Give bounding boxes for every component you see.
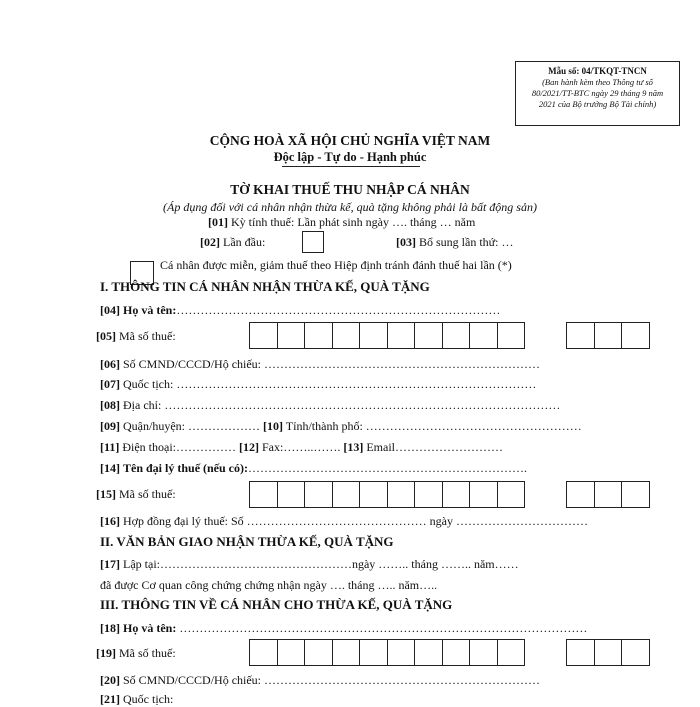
tin-digit-box[interactable] (442, 322, 471, 349)
field-16-row (100, 514, 588, 529)
tin-digit-box[interactable] (566, 322, 595, 349)
tin-digit-box[interactable] (414, 639, 443, 666)
field-21-text: Quốc tịch: (123, 692, 174, 706)
tin-digit-box[interactable] (621, 322, 650, 349)
field-18-row (100, 621, 587, 636)
field-09-text: Quận/huyện: ……………… (123, 419, 263, 433)
field-05-label: Mã số thuế: (119, 329, 176, 343)
field-07-number: [07] (100, 377, 120, 391)
tin-digit-box[interactable] (359, 322, 388, 349)
field-14-number: [14] (100, 461, 120, 475)
tin-digit-box[interactable] (594, 481, 623, 508)
field-19-label: Mã số thuế: (119, 646, 176, 660)
tin-digit-box[interactable] (497, 322, 526, 349)
tin-digit-box[interactable] (469, 639, 498, 666)
field-19-tin-boxes-main[interactable] (249, 639, 525, 666)
tin-digit-box[interactable] (277, 322, 306, 349)
field-15-tin-boxes-main[interactable] (249, 481, 525, 508)
field-02-label: Lần đầu: (223, 235, 266, 249)
tin-digit-box[interactable] (594, 639, 623, 666)
field-01-row (208, 215, 475, 230)
field-05-tin-boxes-branch[interactable] (566, 322, 650, 349)
field-01-text: Kỳ tính thuế: Lần phát sinh ngày …. tháng … năm (231, 215, 476, 229)
field-07-row (100, 377, 536, 392)
tin-digit-box[interactable] (621, 481, 650, 508)
field-17-text: Lập tại:…………………………………………ngày …….. tháng …….. năm…… (123, 557, 519, 571)
field-13-text: Email……………………… (366, 440, 504, 454)
tin-digit-box[interactable] (332, 481, 361, 508)
tin-digit-box[interactable] (621, 639, 650, 666)
notary-line: đã được Cơ quan công chứng chứng nhận ngày …. tháng ….. năm….. (100, 578, 438, 592)
tin-digit-box[interactable] (497, 639, 526, 666)
field-20-text: Số CMND/CCCD/Hộ chiếu: …………………………………………………………… (123, 673, 541, 687)
form-subtitle: (Áp dụng đối với cá nhân nhận thừa kế, quà tặng không phải là bất động sản) (163, 200, 537, 214)
field-18-dots: ………………………………………………………………………………………… (179, 621, 588, 635)
tin-digit-box[interactable] (249, 322, 278, 349)
tin-digit-box[interactable] (332, 322, 361, 349)
field-06-row (100, 357, 540, 372)
tin-digit-box[interactable] (414, 322, 443, 349)
field-17-number: [17] (100, 557, 120, 571)
first-time-checkbox[interactable] (302, 231, 324, 253)
field-08-text: Địa chỉ: ……………………………………………………………………………………… (123, 398, 561, 412)
field-19-tin-boxes-branch[interactable] (566, 639, 650, 666)
field-04-number: [04] (100, 303, 120, 317)
field-04-label: Họ và tên: (123, 303, 177, 317)
field-14-label: Tên đại lý thuế (nếu có): (123, 461, 249, 475)
form-code-note-2: 80/2021/TT-BTC ngày 29 tháng 9 năm (531, 88, 664, 98)
tin-digit-box[interactable] (249, 481, 278, 508)
tin-digit-box[interactable] (359, 481, 388, 508)
field-03-label: Bổ sung lần thứ: … (419, 235, 514, 249)
field-15-tin-boxes-branch[interactable] (566, 481, 650, 508)
field-15-label: Mã số thuế: (119, 487, 176, 501)
tin-digit-box[interactable] (304, 322, 333, 349)
field-14-dots: ……………………………………………………………. (248, 461, 528, 475)
field-07-text: Quốc tịch: ……………………………………………………………………………… (123, 377, 537, 391)
field-11-text: Điện thoại:…………… (122, 440, 236, 454)
field-15-row (96, 487, 176, 502)
field-20-number: [20] (100, 673, 120, 687)
tin-digit-box[interactable] (332, 639, 361, 666)
field-02-number: [02] (200, 235, 220, 249)
section-1-heading: I. THÔNG TIN CÁ NHÂN NHẬN THỪA KẾ, QUÀ TẶNG (100, 279, 430, 294)
field-20-row (100, 673, 540, 688)
tin-digit-box[interactable] (249, 639, 278, 666)
tin-digit-box[interactable] (469, 481, 498, 508)
tin-digit-box[interactable] (304, 639, 333, 666)
tin-digit-box[interactable] (566, 481, 595, 508)
tin-digit-box[interactable] (414, 481, 443, 508)
field-05-row (96, 329, 176, 344)
field-11-number: [11] (100, 440, 120, 454)
field-03-row (396, 235, 514, 250)
field-16-number: [16] (100, 514, 120, 528)
field-08-number: [08] (100, 398, 120, 412)
tin-digit-box[interactable] (277, 639, 306, 666)
field-05-tin-boxes-main[interactable] (249, 322, 525, 349)
tin-digit-box[interactable] (359, 639, 388, 666)
treaty-exemption-label: Cá nhân được miễn, giảm thuế theo Hiệp định tránh đánh thuế hai lần (*) (160, 258, 512, 272)
field-12-number: [12] (239, 440, 259, 454)
form-code-note-1: (Ban hành kèm theo Thông tư số (542, 77, 653, 87)
field-06-text: Số CMND/CCCD/Hộ chiếu: …………………………………………………………… (123, 357, 541, 371)
tin-digit-box[interactable] (497, 481, 526, 508)
tin-digit-box[interactable] (387, 481, 416, 508)
form-code-note-3: 2021 của Bộ trưởng Bộ Tài chính) (538, 99, 657, 109)
section-3-heading: III. THÔNG TIN VỀ CÁ NHÂN CHO THỪA KẾ, QUÀ TẶNG (100, 597, 453, 612)
motto-underline (282, 166, 420, 167)
form-code: Mẫu số: 04/TKQT-TNCN (548, 66, 647, 76)
tin-digit-box[interactable] (442, 481, 471, 508)
tin-digit-box[interactable] (304, 481, 333, 508)
field-12-text: Fax:……..……. (262, 440, 341, 454)
tin-digit-box[interactable] (442, 639, 471, 666)
field-09-number: [09] (100, 419, 120, 433)
field-06-number: [06] (100, 357, 120, 371)
field-18-number: [18] (100, 621, 120, 635)
tin-digit-box[interactable] (594, 322, 623, 349)
field-11-13-row (100, 440, 503, 455)
form-code-box (515, 61, 680, 126)
field-08-row (100, 398, 560, 413)
form-title: TỜ KHAI THUẾ THU NHẬP CÁ NHÂN (230, 182, 470, 197)
field-10-text: Tỉnh/thành phố: ……………………………………………… (285, 419, 582, 433)
field-13-number: [13] (343, 440, 364, 454)
field-03-number: [03] (396, 235, 416, 249)
field-18-label: Họ và tên: (123, 621, 177, 635)
tin-digit-box[interactable] (387, 322, 416, 349)
tin-digit-box[interactable] (277, 481, 306, 508)
tin-digit-box[interactable] (566, 639, 595, 666)
tin-digit-box[interactable] (469, 322, 498, 349)
field-19-row (96, 646, 176, 661)
field-01-number: [01] (208, 215, 228, 229)
field-14-row (100, 461, 527, 476)
field-17-row (100, 557, 519, 572)
tin-digit-box[interactable] (387, 639, 416, 666)
nation-motto: Độc lập - Tự do - Hạnh phúc (273, 150, 427, 164)
nation-header: CỘNG HOÀ XÃ HỘI CHỦ NGHĨA VIỆT NAM (209, 133, 491, 148)
field-05-number: [05] (96, 329, 116, 343)
field-16-text: Hợp đồng đại lý thuế: Số ……………………………………… ngày …………………………… (123, 514, 588, 528)
section-2-heading: II. VĂN BẢN GIAO NHẬN THỪA KẾ, QUÀ TẶNG (100, 534, 394, 549)
field-04-row (100, 303, 500, 318)
field-04-dots: ……………………………………………………………………… (176, 303, 501, 317)
field-09-10-row (100, 419, 582, 434)
field-02-row (200, 235, 265, 250)
field-10-number: [10] (263, 419, 283, 433)
field-21-number: [21] (100, 692, 120, 706)
field-19-number: [19] (96, 646, 116, 660)
field-15-number: [15] (96, 487, 116, 501)
